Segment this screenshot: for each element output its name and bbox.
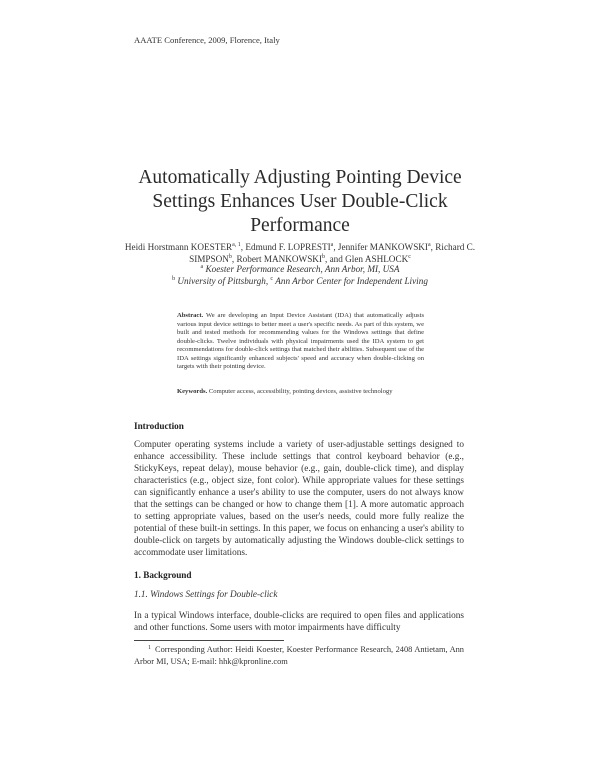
keywords xyxy=(177,388,447,397)
affiliation-sup: b xyxy=(172,275,176,282)
section-heading: Introduction xyxy=(134,421,184,431)
author-list xyxy=(110,242,490,265)
title-line: Automatically Adjusting Pointing Device xyxy=(138,167,462,188)
footnote xyxy=(134,644,464,668)
author-sup: a xyxy=(428,242,431,248)
author-name: , Jennifer MANKOWSKI xyxy=(333,242,428,252)
author-sup: b xyxy=(228,253,232,260)
keywords-text: Computer access, accessibility, pointing devices, assistive technology xyxy=(208,388,393,395)
affiliation-line xyxy=(120,276,480,288)
author-name: , Robert MANKOWSKI xyxy=(231,253,323,264)
abstract-text: We are developing an Input Device Assistant (IDA) that automatically adjusts various input device settings to better meet a user's specific needs. As part of this system, we built and tested methods for recommending values for the Windows settings that define double-clicks. Twelve individuals with physical impairments used the IDA system to get recommendations for double-click settings that matched their abilities. Subsequent use of the IDA settings significantly enhanced subjects' speed and accuracy when double-clicking on targets with their pointing device. xyxy=(177,312,425,371)
affiliation-c: Ann Arbor Center for Independent Living xyxy=(275,275,428,286)
title-line: Settings Enhances User Double-Click xyxy=(152,191,448,212)
title-line: Performance xyxy=(250,215,350,236)
background-paragraph: In a typical Windows interface, double-clicks are required to open files and applications and other functions. Some users with motor impairments have difficulty xyxy=(134,611,464,633)
author-sup: a, 1 xyxy=(232,242,241,248)
author-sup: a xyxy=(330,242,334,248)
author-name: Heidi Horstmann KOESTER xyxy=(124,242,233,252)
running-header: AAATE Conference, 2009, Florence, Italy xyxy=(134,35,280,45)
author-sup: b xyxy=(322,253,326,260)
affiliation-line xyxy=(120,264,480,276)
affiliation-a: Koester Performance Research, Ann Arbor, MI, USA xyxy=(205,264,400,274)
affiliation-sup: a xyxy=(200,264,204,270)
author-name: , Richard C. SIMPSON xyxy=(189,242,476,264)
author-name: , and Glen ASHLOCK xyxy=(325,253,409,264)
footnote-rule xyxy=(134,640,284,641)
keywords-label: Keywords. xyxy=(177,388,208,395)
footnote-text: Corresponding Author: Heidi Koester, Koester Performance Research, 2408 Antietam, Ann Arbor MI, USA; E-mail: hhk@kpronline.com xyxy=(134,645,464,666)
footnote-mark: 1 xyxy=(148,645,151,651)
abstract-label: Abstract. xyxy=(177,312,204,319)
affiliation-sup: c xyxy=(270,275,274,282)
author-sup: c xyxy=(408,253,411,260)
introduction-paragraph: Computer operating systems include a variety of user-adjustable settings designed to enhance accessibility. These include settings that control keyboard behavior (e.g., StickyKeys, repeat delay), mouse behavior (e.g., gain, double-click time), and display characteristics (e.g., object size, font color). While appropriate values for these settings can significantly enhance a user's ability to use the computer, users do not always know that the settings can be changed or how to change them [1]. A more automatic approach to setting appropriate values, based on the user's needs, could more fully realize the potential of these built-in settings. In this paper, we focus on enhancing a user's ability to double-click on targets by automatically adjusting the Windows double-click settings to accommodate user limitations. xyxy=(134,440,464,558)
subsection-heading: 1.1. Windows Settings for Double-click xyxy=(134,589,278,599)
affiliations xyxy=(120,264,480,287)
paper-title xyxy=(0,166,600,238)
affiliation-b: University of Pittsburgh, xyxy=(177,275,269,286)
abstract xyxy=(177,312,424,372)
section-heading: 1. Background xyxy=(134,570,192,580)
author-name: , Edmund F. LOPRESTI xyxy=(240,242,331,252)
